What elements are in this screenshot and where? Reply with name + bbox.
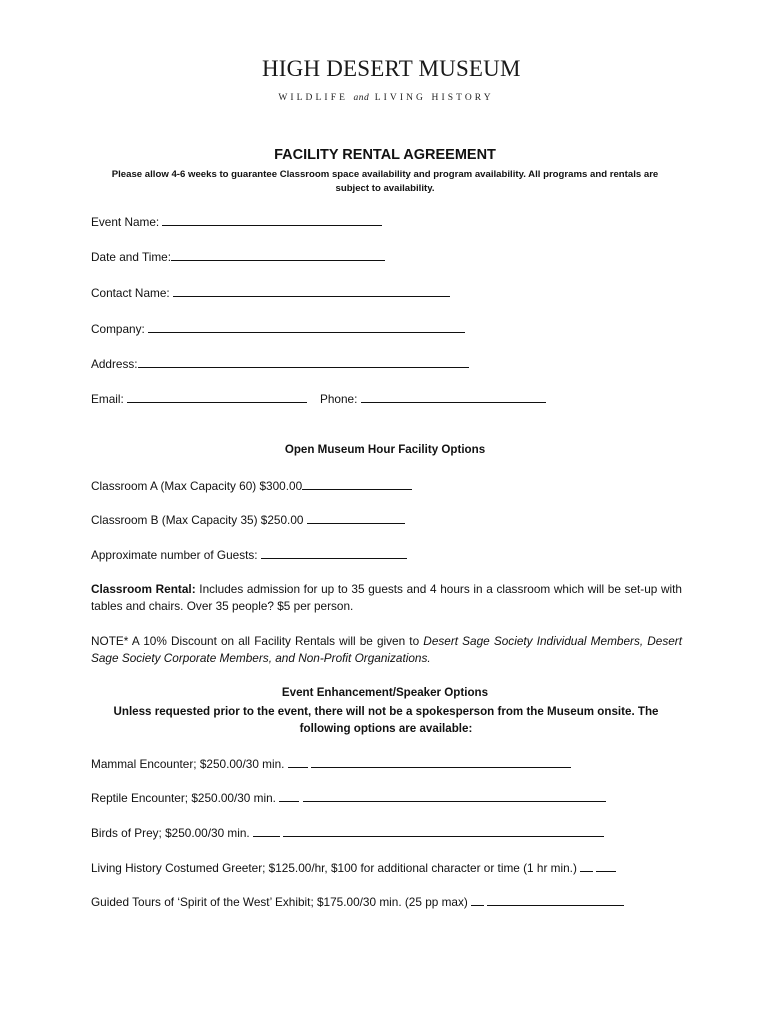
- mammal-encounter-option[interactable]: [91, 756, 571, 771]
- guided-tours-label: Guided Tours of ‘Spirit of the West’ Exhibit; $175.00/30 min. (25 pp max): [91, 895, 468, 909]
- reptile-encounter-option[interactable]: [91, 790, 606, 805]
- classroom-b-blank[interactable]: [307, 512, 405, 524]
- email-blank[interactable]: [127, 391, 307, 403]
- classroom-a-label: Classroom A (Max Capacity 60) $300.00: [91, 479, 303, 493]
- address-blank[interactable]: [138, 356, 469, 368]
- mammal-encounter-blank[interactable]: [311, 756, 571, 768]
- contact-name-blank[interactable]: [173, 285, 450, 297]
- reptile-encounter-blank[interactable]: [303, 790, 606, 802]
- costumed-greeter-label: Living History Costumed Greeter; $125.00/hr, $100 for additional character or time (1 hr min.): [91, 861, 577, 875]
- company-field[interactable]: [91, 321, 465, 336]
- classroom-a-option[interactable]: [91, 478, 412, 493]
- discount-note-text: NOTE* A 10% Discount on all Facility Rentals will be given to: [91, 634, 424, 648]
- document-title: FACILITY RENTAL AGREEMENT: [274, 147, 496, 163]
- contact-name-label: Contact Name:: [91, 286, 170, 300]
- costumed-greeter-option[interactable]: [91, 860, 616, 875]
- address-label: Address:: [91, 357, 138, 371]
- company-blank[interactable]: [148, 321, 465, 333]
- phone-blank[interactable]: [361, 391, 546, 403]
- museum-logo-tagline: [262, 93, 510, 103]
- tagline-part1: WILDLIFE: [278, 93, 348, 103]
- email-label: Email:: [91, 392, 124, 406]
- classroom-b-option[interactable]: [91, 512, 405, 527]
- guests-field[interactable]: [91, 547, 407, 562]
- birds-of-prey-blank[interactable]: [283, 825, 604, 837]
- date-time-blank[interactable]: [171, 249, 385, 261]
- costumed-greeter-blank[interactable]: [596, 860, 616, 872]
- phone-field[interactable]: [320, 391, 546, 406]
- classroom-rental-label: Classroom Rental:: [91, 582, 196, 596]
- address-field[interactable]: [91, 356, 469, 371]
- mammal-encounter-label: Mammal Encounter; $250.00/30 min.: [91, 757, 285, 771]
- event-name-label: Event Name:: [91, 215, 160, 229]
- company-label: Company:: [91, 322, 145, 336]
- classroom-rental-text: Includes admission for up to 35 guests and 4 hours in a classroom which will be set-up with tables and chairs. Over 35 people? $5 per person.: [91, 582, 682, 613]
- guests-blank[interactable]: [261, 547, 407, 559]
- birds-of-prey-label: Birds of Prey; $250.00/30 min.: [91, 826, 250, 840]
- birds-of-prey-check[interactable]: [253, 825, 280, 837]
- mammal-encounter-check[interactable]: [288, 756, 308, 768]
- guests-label: Approximate number of Guests:: [91, 548, 258, 562]
- classroom-a-blank[interactable]: [302, 478, 412, 490]
- guided-tours-option[interactable]: [91, 894, 624, 909]
- classroom-b-label: Classroom B (Max Capacity 35) $250.00: [91, 513, 304, 527]
- guided-tours-blank[interactable]: [487, 894, 624, 906]
- reptile-encounter-check[interactable]: [279, 790, 299, 802]
- event-name-blank[interactable]: [162, 214, 382, 226]
- event-name-field[interactable]: [91, 214, 382, 229]
- enhancements-heading: Event Enhancement/Speaker Options: [281, 686, 489, 699]
- classroom-rental-paragraph: [91, 581, 682, 615]
- email-field[interactable]: [91, 391, 307, 406]
- discount-note-eligible: Desert Sage Society Individual Members, Desert Sage Society Corporate Members, and Non-Profit Organizations.: [91, 634, 683, 665]
- tagline-and: and: [353, 93, 370, 103]
- tagline-part2: LIVING HISTORY: [374, 93, 494, 103]
- document-subtitle: Please allow 4-6 weeks to guarantee Classroom space availability and program availability. All programs and rentals are subject to availability.: [111, 169, 659, 194]
- guided-tours-check[interactable]: [471, 894, 484, 906]
- open-hours-heading: Open Museum Hour Facility Options: [284, 443, 486, 456]
- reptile-encounter-label: Reptile Encounter; $250.00/30 min.: [91, 791, 276, 805]
- costumed-greeter-check[interactable]: [580, 860, 593, 872]
- phone-label: Phone:: [320, 392, 358, 406]
- spokesperson-notice: Unless requested prior to the event, there will not be a spokesperson from the Museum onsite. The following options are available:: [113, 705, 659, 735]
- museum-logo-title: HIGH DESERT MUSEUM: [262, 56, 521, 81]
- date-time-label: Date and Time:: [91, 250, 171, 264]
- discount-note-paragraph: [91, 633, 682, 667]
- date-time-field[interactable]: [91, 249, 385, 264]
- contact-name-field[interactable]: [91, 285, 450, 300]
- birds-of-prey-option[interactable]: [91, 825, 604, 840]
